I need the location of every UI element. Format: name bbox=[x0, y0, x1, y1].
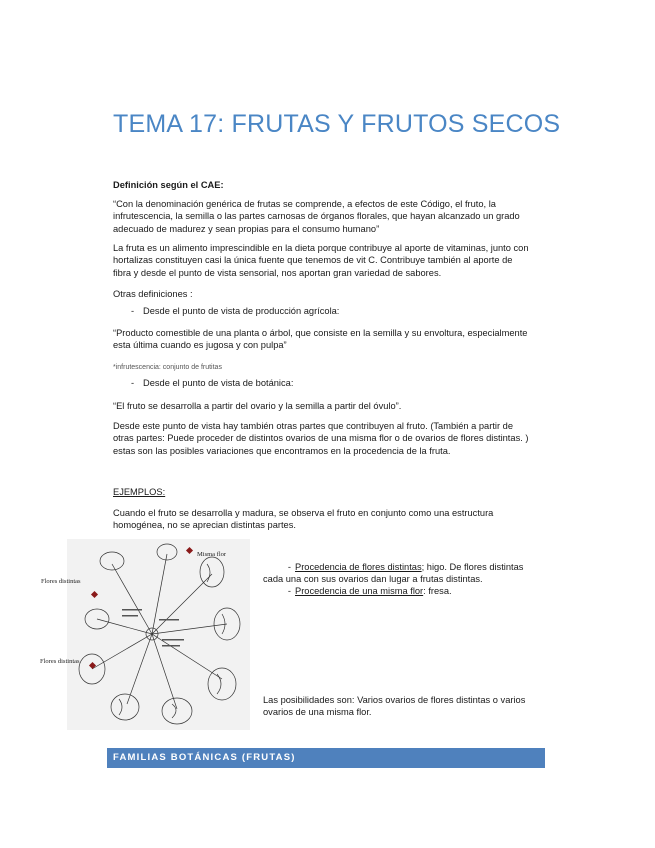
fruit-origin-paragraph: Desde este punto de vista hay también otras partes que contribuyen al fruto. (También a partir de otras partes: Puede proceder de distintos ovarios de una misma flor o de ovarios de flores distintas. ) estas son las posibles variaciones que encontramos en la procedencia de la fruta. bbox=[113, 421, 529, 456]
definition-heading: Definición según el CAE: bbox=[113, 180, 224, 190]
label-same-flower: Misma flor bbox=[197, 551, 227, 558]
section-banner-title: FAMILIAS BOTÁNICAS (FRUTAS) bbox=[113, 752, 296, 763]
fruit-origin-diagram bbox=[67, 539, 250, 730]
same-flower-link: Procedencia de una misma flor bbox=[295, 586, 424, 596]
different-flowers-desc: ; higo. De flores distintas cada una con sus ovarios dan lugar a frutas distintas. bbox=[263, 562, 524, 585]
fruit-importance-paragraph: La fruta es un alimento imprescindible en la dieta porque contribuye al aporte de vitaminas, junto con hortalizas constituyen casi la única fuente que tenemos de vit C. Contribuye también al aporte de fibra y desde el punto de vista sensorial, nos aportan gran variedad de sabores. bbox=[113, 243, 529, 278]
examples-paragraph: Cuando el fruto se desarrolla y madura, se observa el fruto en conjunto como una estructura homogénea, no se aprecian distintas partes. bbox=[113, 508, 494, 531]
diagram-illustration bbox=[67, 539, 250, 730]
bullet-botanical: - Desde el punto de vista de botánica: bbox=[131, 378, 294, 388]
bullet-botanical-text: Desde el punto de vista de botánica: bbox=[143, 378, 294, 388]
side-item-same-flower: - Procedencia de una misma flor: fresa. bbox=[287, 586, 452, 596]
same-flower-desc: : fresa. bbox=[423, 586, 452, 596]
side-item-different-flowers: - Procedencia de flores distintas; higo. De flores distintas cada una con sus ovarios dan lugar a frutas distintas. bbox=[263, 562, 524, 585]
different-flowers-link: Procedencia de flores distintas bbox=[295, 562, 422, 572]
page-title: TEMA 17: FRUTAS Y FRUTOS SECOS bbox=[113, 110, 561, 138]
bullet-agricultural: - Desde el punto de vista de producción agrícola: bbox=[131, 306, 340, 316]
cae-definition-quote: “Con la denominación genérica de frutas se comprende, a efectos de este Código, el fruto, la infrutescencia, la semilla o las partes carnosas de órganos florales, que hayan alcanzado un grado adecuado de madurez y sean propias para el consumo humano” bbox=[113, 199, 520, 234]
botanical-definition-quote: “El fruto se desarrolla a partir del ovario y la semilla a partir del óvulo”. bbox=[113, 401, 402, 411]
bullet-agricultural-text: Desde el punto de vista de producción agrícola: bbox=[143, 306, 340, 316]
section-banner bbox=[107, 748, 545, 768]
label-different-flowers-2: Flores distintas bbox=[40, 658, 80, 665]
possibilities-paragraph: Las posibilidades son: Varios ovarios de flores distintas o varios ovarios de una misma flor. bbox=[263, 695, 526, 718]
examples-heading: EJEMPLOS: bbox=[113, 487, 166, 497]
agricultural-definition-quote: “Producto comestible de una planta o árbol, que consiste en la semilla y su envoltura, especialmente esta última cuando es jugosa y con pulpa” bbox=[113, 328, 528, 351]
other-definitions-heading: Otras definiciones : bbox=[113, 289, 193, 299]
label-different-flowers-1: Flores distintas bbox=[41, 578, 81, 585]
infrutescence-note: *infrutescencia: conjunto de frutitas bbox=[113, 364, 222, 371]
